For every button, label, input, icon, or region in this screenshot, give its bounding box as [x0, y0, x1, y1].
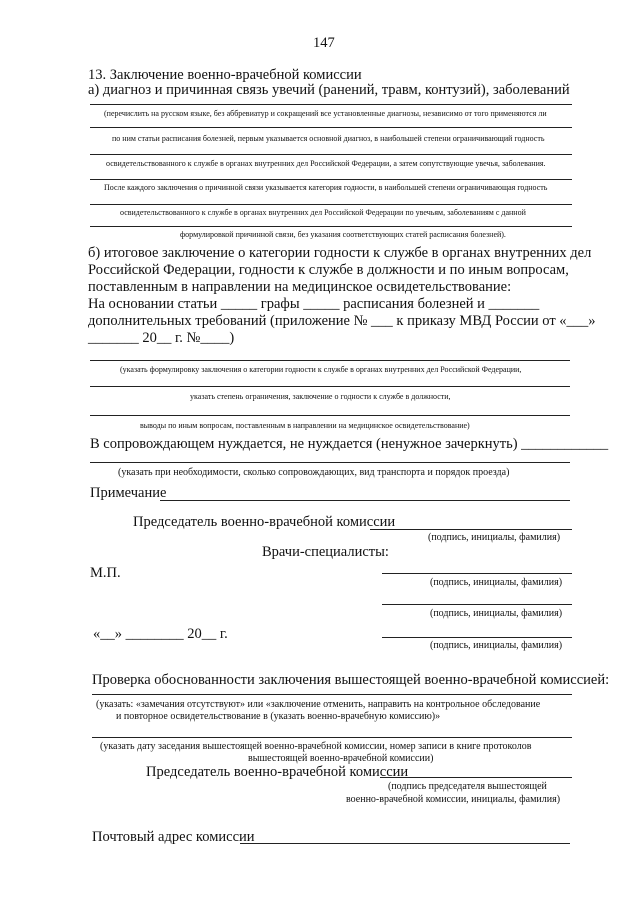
form-line — [90, 127, 572, 128]
hint-text: После каждого заключения о причинной связи указывается категория годности, в наибольшей степени ограничивающая годность — [104, 183, 548, 192]
hint-text: указать степень ограничения, заключение о годности к службе в должности, — [190, 392, 451, 401]
page-number: 147 — [313, 35, 335, 51]
chairman-signature-field[interactable] — [370, 529, 572, 530]
form-line — [90, 104, 572, 105]
form-line — [90, 226, 572, 227]
conclusion-text: дополнительных требований (приложение № ___ к приказу МВД России от «___» — [88, 313, 596, 329]
form-line — [90, 386, 570, 387]
form-line — [90, 415, 570, 416]
escort-line: В сопровождающем нуждается, не нуждается (ненужное зачеркнуть) ____________ — [90, 436, 609, 452]
address-label: Почтовый адрес комиссии — [92, 829, 255, 845]
hint-text: освидетельствованного к службе в органах внутренних дел Российской Федерации по увечьям, заболеваниям с данной — [120, 208, 526, 217]
review-hint: и повторное освидетельствование в (указать военно-врачебную комиссию)» — [116, 711, 441, 722]
review-hint: (указать: «замечания отсутствуют» или «заключение отменить, направить на контрольное обследование — [96, 699, 541, 710]
conclusion-text: _______ 20__ г. №____) — [88, 330, 235, 346]
hint-text: выводы по иным вопросам, поставленным в направлении на медицинское освидетельствование) — [140, 421, 470, 430]
specialist-signature-field[interactable] — [382, 604, 572, 605]
form-line — [90, 462, 570, 463]
conclusion-text: поставленным в направлении на медицинское освидетельствование: — [88, 279, 512, 295]
sign-hint: военно-врачебной комиссии, инициалы, фамилия) — [346, 794, 561, 805]
form-line — [92, 694, 572, 695]
form-line — [90, 154, 572, 155]
review-hint: (указать дату заседания вышестоящей военно-врачебной комиссии, номер записи в книге протоколов — [100, 741, 532, 752]
chairman-label: Председатель военно-врачебной комиссии — [133, 514, 396, 530]
conclusion-text: На основании статьи _____ графы _____ расписания болезней и _______ — [88, 296, 540, 312]
hint-text: по ним статьи расписания болезней, первым указывается основной диагноз, в наибольшей степени ограничивающий годность — [112, 134, 545, 143]
note-field[interactable] — [160, 500, 570, 501]
form-line — [92, 737, 572, 738]
hint-text: формулировкой причинной связи, без указания соответствующих статей расписания болезней). — [180, 230, 506, 239]
sign-hint: (подпись, инициалы, фамилия) — [428, 532, 561, 543]
section-title: 13. Заключение военно-врачебной комиссии — [88, 67, 362, 83]
conclusion-text: Российской Федерации, годности к службе в должности и по иным вопросам, — [88, 262, 569, 278]
specialist-signature-field[interactable] — [382, 637, 572, 638]
sign-hint: (подпись, инициалы, фамилия) — [430, 608, 563, 619]
address-field[interactable] — [240, 843, 570, 844]
form-line — [90, 179, 572, 180]
escort-hint: (указать при необходимости, сколько сопровождающих, вид транспорта и порядок проезда) — [118, 467, 510, 478]
specialists-label: Врачи-специалисты: — [262, 544, 389, 560]
form-line — [90, 360, 570, 361]
hint-text: (перечислить на русском языке, без аббревиатур и сокращений все установленные диагнозы, независимо от того применяются ли — [104, 109, 547, 118]
hint-text: освидетельствованного к службе в органах внутренних дел Российской Федерации, а затем сопутствующие увечья, заболевания. — [106, 159, 546, 168]
seal-label: М.П. — [90, 565, 121, 581]
date-line: «__» ________ 20__ г. — [93, 626, 228, 642]
form-line — [90, 204, 572, 205]
sign-hint: (подпись, инициалы, фамилия) — [430, 577, 563, 588]
higher-chairman-signature-field[interactable] — [380, 777, 572, 778]
specialist-signature-field[interactable] — [382, 573, 572, 574]
hint-text: (указать формулировку заключения о категории годности к службе в органах внутренних дел Российской Федерации, — [120, 365, 522, 374]
review-label: Проверка обоснованности заключения вышестоящей военно-врачебной комиссией: — [92, 672, 610, 688]
conclusion-text: б) итоговое заключение о категории годности к службе в органах внутренних дел — [88, 245, 592, 261]
diagnosis-heading: а) диагноз и причинная связь увечий (ранений, травм, контузий), заболеваний — [88, 82, 570, 98]
higher-chairman-label: Председатель военно-врачебной комиссии — [146, 764, 409, 780]
sign-hint: (подпись председателя вышестоящей — [388, 781, 547, 792]
note-label: Примечание — [90, 485, 167, 501]
sign-hint: (подпись, инициалы, фамилия) — [430, 640, 563, 651]
review-hint: вышестоящей военно-врачебной комиссии) — [248, 753, 434, 764]
